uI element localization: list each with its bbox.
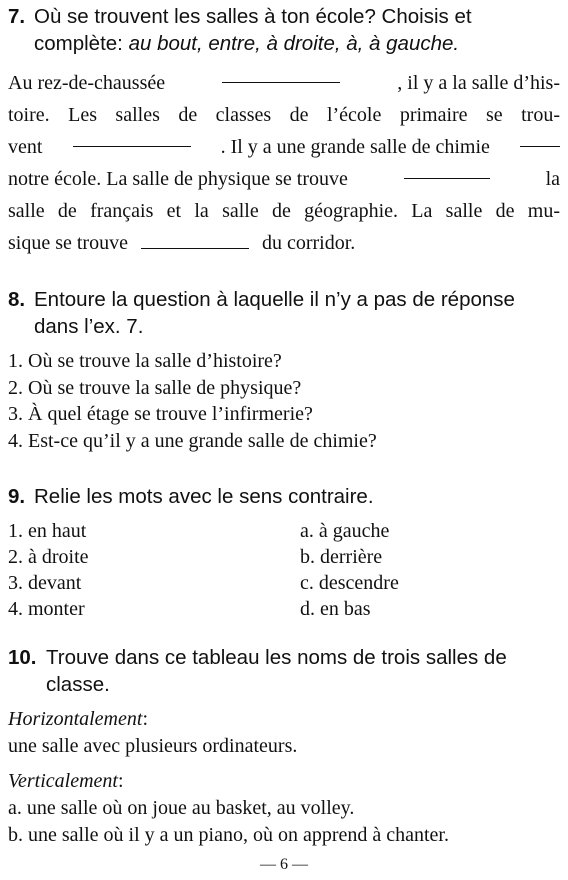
text-line-1 xyxy=(8,67,560,99)
exercise-9 xyxy=(8,483,560,622)
blank-1[interactable] xyxy=(222,67,340,83)
exercise-10-instruction xyxy=(8,644,560,698)
page-number: — 6 — xyxy=(260,856,308,873)
exercise-10-clues xyxy=(8,706,560,849)
blank-2[interactable] xyxy=(73,131,191,147)
vertical-clue-b: b. une salle où il y a un piano, où on apprend à chanter. xyxy=(8,824,449,846)
text-segment: . Il y a une grande salle de chimie xyxy=(220,136,490,158)
blank-4[interactable] xyxy=(404,163,490,179)
text-segment: toire. Les salles de classes de l’école primaire se trou- xyxy=(8,104,560,126)
text-segment: notre école. La salle de physique se trouve xyxy=(8,168,348,190)
exercise-8-instruction-line2: dans l’ex. 7. xyxy=(34,315,144,338)
text-line-6 xyxy=(8,227,560,259)
text-segment: sique se trouve xyxy=(8,232,128,254)
left-word[interactable]: 3. devant xyxy=(8,572,82,594)
exercise-7-instruction-line2 xyxy=(34,30,560,57)
horizontal-heading xyxy=(8,706,560,733)
right-word[interactable]: d. en bas xyxy=(300,598,371,620)
exercise-10 xyxy=(8,644,560,849)
exercise-7-instruction-line1: Où se trouvent les salles à ton école? Choisis et xyxy=(34,5,472,28)
vertical-label: Verticalement xyxy=(8,770,118,792)
right-column xyxy=(300,518,399,622)
exercise-9-number: 9. xyxy=(8,485,26,508)
vertical-heading xyxy=(8,768,560,795)
vertical-clue-a: a. une salle où on joue au basket, au volley. xyxy=(8,797,355,819)
exercise-7-number: 7. xyxy=(8,5,26,28)
exercise-10-instruction-line1: Trouve dans ce tableau les noms de trois salles de xyxy=(46,646,507,669)
exercise-8-instruction-line1: Entoure la question à laquelle il n’y a pas de réponse xyxy=(34,288,515,311)
left-column xyxy=(8,518,300,622)
text-line-4 xyxy=(8,163,560,195)
right-word[interactable]: c. descendre xyxy=(300,572,399,594)
exercise-7 xyxy=(8,3,560,259)
horizontal-label: Horizontalement xyxy=(8,708,143,730)
text-segment: du corridor. xyxy=(261,232,356,254)
exercise-7-instruction xyxy=(8,3,560,57)
horizontal-clue: une salle avec plusieurs ordinateurs. xyxy=(8,735,298,757)
question-item[interactable]: 3. À quel étage se trouve l’infirmerie? xyxy=(8,403,313,425)
blank-3[interactable] xyxy=(520,131,560,147)
exercise-9-columns xyxy=(8,518,560,622)
question-item[interactable]: 1. Où se trouve la salle d’histoire? xyxy=(8,350,282,372)
text-line-5 xyxy=(8,195,560,227)
question-item[interactable]: 4. Est-ce qu’il y a une grande salle de chimie? xyxy=(8,429,377,452)
word-bank: au bout, entre, à droite, à, à gauche. xyxy=(128,32,460,55)
left-word[interactable]: 1. en haut xyxy=(8,520,87,542)
left-word[interactable]: 2. à droite xyxy=(8,546,89,568)
exercise-7-text xyxy=(8,67,560,259)
text-line-2 xyxy=(8,99,560,131)
exercise-10-instruction-line2: classe. xyxy=(46,673,110,696)
text-segment: , il y a la salle d’his- xyxy=(397,72,560,94)
exercise-9-instruction xyxy=(8,483,560,510)
instruction-text: complète: xyxy=(34,32,129,55)
right-word[interactable]: a. à gauche xyxy=(300,520,390,542)
text-segment: la xyxy=(545,168,560,190)
exercise-8-questions xyxy=(8,348,560,454)
exercise-9-instruction-text: Relie les mots avec le sens contraire. xyxy=(34,485,374,508)
colon: : xyxy=(142,708,148,730)
blank-5[interactable] xyxy=(141,233,249,249)
exercise-8 xyxy=(8,286,560,454)
left-word[interactable]: 4. monter xyxy=(8,598,85,620)
text-segment: Au rez-de-chaussée xyxy=(8,72,166,94)
text-segment: vent xyxy=(8,136,43,158)
text-line-3 xyxy=(8,131,560,163)
exercise-8-number: 8. xyxy=(8,288,26,311)
exercise-8-instruction xyxy=(8,286,560,340)
right-word[interactable]: b. derrière xyxy=(300,546,383,568)
exercise-10-number: 10. xyxy=(8,646,37,669)
text-segment: salle de français et la salle de géographie. La salle de mu- xyxy=(8,200,560,222)
colon: : xyxy=(117,770,124,792)
question-item[interactable]: 2. Où se trouve la salle de physique? xyxy=(8,376,302,399)
